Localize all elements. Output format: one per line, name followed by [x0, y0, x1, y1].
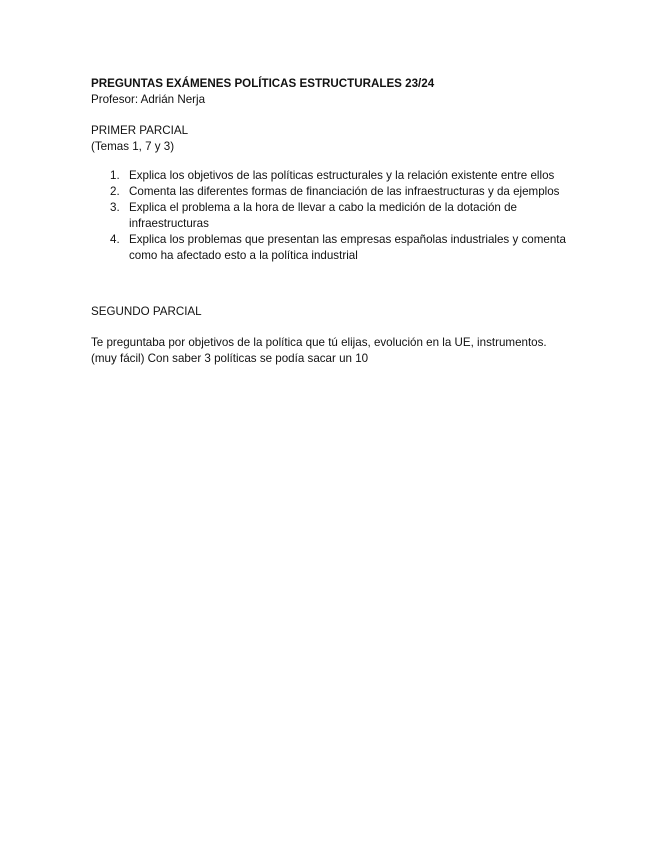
first-partial-heading: PRIMER PARCIAL	[91, 124, 189, 137]
question-list	[91, 168, 571, 264]
list-item-text: Explica el problema a la hora de llevar a cabo la medición de la dotación de infraestructuras	[129, 201, 517, 230]
list-item	[91, 200, 571, 232]
first-partial-topics: (Temas 1, 7 y 3)	[91, 140, 175, 153]
document-title: PREGUNTAS EXÁMENES POLÍTICAS ESTRUCTURALES 23/24	[91, 77, 435, 90]
list-item-number: 4.	[110, 233, 120, 246]
list-item	[91, 232, 571, 264]
list-item-text: Explica los objetivos de las políticas estructurales y la relación existente entre ellos	[129, 169, 555, 182]
list-item	[91, 168, 571, 184]
list-item-number: 1.	[110, 169, 120, 182]
second-partial-heading: SEGUNDO PARCIAL	[91, 305, 202, 318]
list-item	[91, 184, 571, 200]
list-item-number: 3.	[110, 201, 120, 214]
list-item-text: Comenta las diferentes formas de financiación de las infraestructuras y da ejemplos	[129, 185, 560, 198]
second-partial-text: Te preguntaba por objetivos de la política que tú elijas, evolución en la UE, instrumentos. (muy fácil) Con saber 3 políticas se podía sacar un 10	[91, 336, 547, 365]
document-body	[91, 76, 571, 367]
professor-line: Profesor: Adrián Nerja	[91, 93, 206, 106]
list-item-number: 2.	[110, 185, 120, 198]
list-item-text: Explica los problemas que presentan las empresas españolas industriales y comenta como ha afectado esto a la política industrial	[129, 233, 566, 262]
